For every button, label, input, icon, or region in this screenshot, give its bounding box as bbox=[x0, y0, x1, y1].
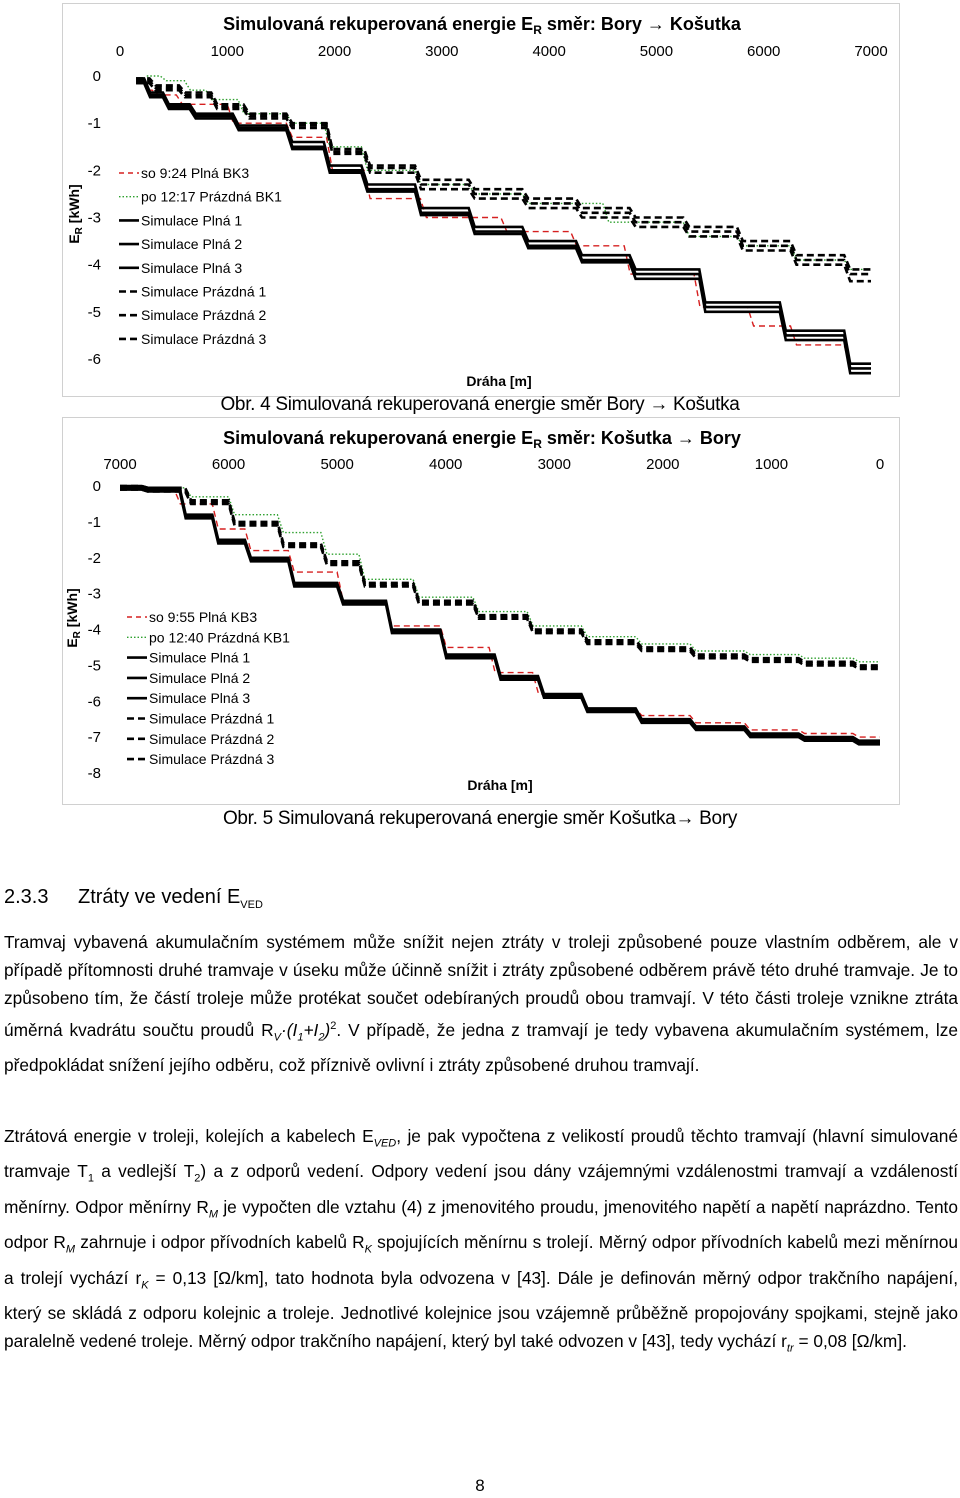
y-tick-label: -1 bbox=[87, 513, 101, 531]
y-tick-label: -1 bbox=[87, 115, 101, 133]
legend-entry: Simulace Prázdná 1 bbox=[149, 710, 275, 727]
y-tick-label: -6 bbox=[87, 693, 101, 711]
y-axis-label: $E_R$ [kWh] bbox=[64, 588, 83, 648]
para2-sub: K bbox=[141, 1279, 149, 1292]
y-tick-label: -7 bbox=[87, 729, 101, 747]
figure-5-caption: Obr. 5 Simulovaná rekuperovaná energie směr Košutka→ Bory bbox=[222, 808, 738, 829]
x-tick-label: 6000 bbox=[747, 43, 781, 60]
y-tick-label: -5 bbox=[87, 657, 101, 675]
y-tick-label: 0 bbox=[92, 478, 101, 495]
legend-entry: Simulace Plná 3 bbox=[149, 690, 251, 707]
para2-sub: VED bbox=[373, 1137, 397, 1150]
legend-entry: Simulace Prázdná 2 bbox=[149, 730, 275, 747]
x-axis-label: Dráha [m] bbox=[466, 373, 532, 389]
legend-entry: Simulace Plná 1 bbox=[141, 212, 243, 229]
para1-sub: V bbox=[273, 1031, 282, 1044]
chart-title: Simulovaná rekuperovaná energie $E_R$ směr: Košutka → Bory bbox=[223, 428, 741, 451]
series-line-1 bbox=[136, 78, 871, 368]
legend-entry: Simulace Prázdná 2 bbox=[141, 307, 267, 324]
y-tick-label: -4 bbox=[87, 256, 101, 274]
para1-text: Tramvaj vybavená akumulačním systémem může snížit nejen ztráty v troleji způsobené pouze vlastním odběrem, ale v případě přítomnosti druhé tramvaje v úseku může účinně snížit i ztráty způsobené odběrem právě této druhé tramvaje. Je to způsobeno tím, že částí troleje může protékat součet odebíraných proudů obou tramvají. V této části troleje vznikne ztráta úměrná kvadrátu součtu proudů R bbox=[4, 932, 958, 1040]
x-tick-label: 4000 bbox=[429, 456, 463, 473]
para2-text: a vedlejší T bbox=[93, 1161, 195, 1182]
legend-entry: Simulace Prázdná 3 bbox=[141, 330, 267, 347]
y-tick-label: -4 bbox=[87, 621, 101, 639]
x-tick-label: 4000 bbox=[532, 43, 566, 60]
para2-text: je vypočten dle vztahu (4) z jmenovitého proudu, jmenovitého napětí a napětí naprázdno. Tento odpor R bbox=[4, 1196, 958, 1253]
paragraph-1 bbox=[4, 928, 958, 1079]
section-number: 2.3.3 bbox=[4, 886, 49, 908]
para2-sub: M bbox=[65, 1243, 76, 1256]
chart-bory-kosutka bbox=[62, 3, 900, 397]
para1-sub: 1 bbox=[297, 1031, 304, 1044]
para2-sub: 1 bbox=[87, 1172, 94, 1185]
x-tick-label: 7000 bbox=[103, 456, 137, 473]
x-tick-label: 2000 bbox=[317, 43, 352, 60]
chart-kosutka-bory bbox=[62, 417, 900, 805]
para1-text: ·(I bbox=[281, 1019, 298, 1040]
legend-entry: Simulace Prázdná 1 bbox=[141, 283, 267, 300]
x-tick-label: 0 bbox=[115, 43, 125, 60]
para1-text: +I bbox=[303, 1019, 319, 1040]
para1-text: . V případě, že jedna z tramvají je tedy vybavena akumulačním systémem, lze předpokládat snížení jejího odběru, což příznivě ovlivní i ztráty způsobené druhou tramvají. bbox=[4, 1019, 958, 1076]
legend-entry: Simulace Plná 2 bbox=[141, 236, 243, 253]
page-number: 8 bbox=[475, 1476, 485, 1495]
legend-entry: Simulace Plná 1 bbox=[149, 649, 251, 666]
x-tick-label: 1000 bbox=[754, 456, 789, 473]
x-tick-label: 3000 bbox=[537, 456, 571, 473]
para2-sub: K bbox=[364, 1243, 372, 1256]
x-tick-label: 5000 bbox=[639, 43, 674, 60]
legend-entry: Simulace Plná 2 bbox=[149, 669, 251, 686]
y-axis-label: $E_R$ [kWh] bbox=[66, 184, 85, 244]
series-line-8 bbox=[136, 83, 871, 281]
legend-entry: po 12:17 Prázdná BK1 bbox=[141, 188, 282, 205]
y-tick-label: -8 bbox=[87, 765, 101, 782]
legend-entry: so 9:24 Plná BK3 bbox=[141, 165, 250, 181]
legend-entry: so 9:55 Plná KB3 bbox=[149, 609, 258, 625]
paragraph-2 bbox=[4, 1122, 958, 1363]
x-tick-label: 2000 bbox=[646, 456, 680, 473]
y-tick-label: -5 bbox=[87, 303, 101, 321]
para2-text: Ztrátová energie v troleji, kolejích a kabelech E bbox=[4, 1126, 374, 1146]
chart-title: Simulovaná rekuperovaná energie $E_R$ směr: Bory → Košutka bbox=[223, 14, 741, 37]
para1-sub: 2 bbox=[318, 1031, 325, 1044]
section-title: Ztráty ve vedení E bbox=[78, 886, 241, 908]
y-tick-label: -2 bbox=[87, 549, 101, 567]
section-title-sub: VED bbox=[240, 899, 263, 911]
figure-4-caption: Obr. 4 Simulovaná rekuperovaná energie směr Bory → Košutka bbox=[220, 394, 740, 415]
para2-sub: 2 bbox=[194, 1172, 201, 1185]
x-tick-label: 6000 bbox=[211, 456, 246, 473]
para2-text: = 0,13 [Ω/km], tato hodnota byla odvozena v [43]. Dále je definován měrný odpor trakčního napájení, který se skládá z odporu kolejnic a troleje. Jednotlivé kolejnice jsou vzájemně průběžně propojovány spojkami, stejně jako paralelně vedené troleje. Měrný odpor trakčního napájení, který byl také odvozen v [43], tedy vychází r bbox=[4, 1267, 958, 1352]
para2-text: zahrnuje i odpor přívodních kabelů R bbox=[75, 1232, 365, 1253]
para2-text: = 0,08 [Ω/km]. bbox=[793, 1331, 907, 1352]
y-tick-label: -2 bbox=[87, 162, 101, 180]
x-tick-label: 5000 bbox=[320, 456, 354, 473]
legend-entry: po 12:40 Prázdná KB1 bbox=[149, 629, 290, 646]
x-tick-label: 7000 bbox=[854, 43, 888, 60]
para1-sup: 2 bbox=[330, 1020, 337, 1032]
para2-sub: M bbox=[208, 1208, 219, 1221]
y-tick-label: -6 bbox=[87, 351, 101, 368]
y-tick-label: 0 bbox=[92, 68, 101, 85]
para2-text: ) a z odporů vedení. Odpory vedení jsou dány vzájemnými vzdálenostmi tramvají a vzdáleností měnírny. Odpor měnírny R bbox=[4, 1161, 958, 1217]
y-tick-label: -3 bbox=[87, 585, 101, 603]
chart-kosutka-bory-svg bbox=[63, 418, 901, 806]
para2-text: , je pak vypočtena z velikostí proudů těchto tramvají (hlavní simulované tramvaje T bbox=[4, 1126, 958, 1182]
section-heading bbox=[4, 886, 263, 911]
para1-text: ) bbox=[324, 1019, 331, 1040]
para2-text: spojujících měnírnu s trolejí. Měrný odpor přívodních kabelů mezi měnírnou a trolejí vychází r bbox=[4, 1232, 958, 1288]
legend-entry: Simulace Plná 3 bbox=[141, 259, 243, 276]
x-tick-label: 1000 bbox=[210, 43, 244, 60]
x-tick-label: 3000 bbox=[425, 43, 459, 60]
y-tick-label: -3 bbox=[87, 209, 101, 227]
x-tick-label: 0 bbox=[875, 456, 885, 473]
chart-bory-kosutka-svg bbox=[63, 4, 901, 398]
x-axis-label: Dráha [m] bbox=[467, 777, 533, 793]
legend-entry: Simulace Prázdná 3 bbox=[149, 751, 275, 768]
para2-sub: tr bbox=[786, 1342, 794, 1355]
